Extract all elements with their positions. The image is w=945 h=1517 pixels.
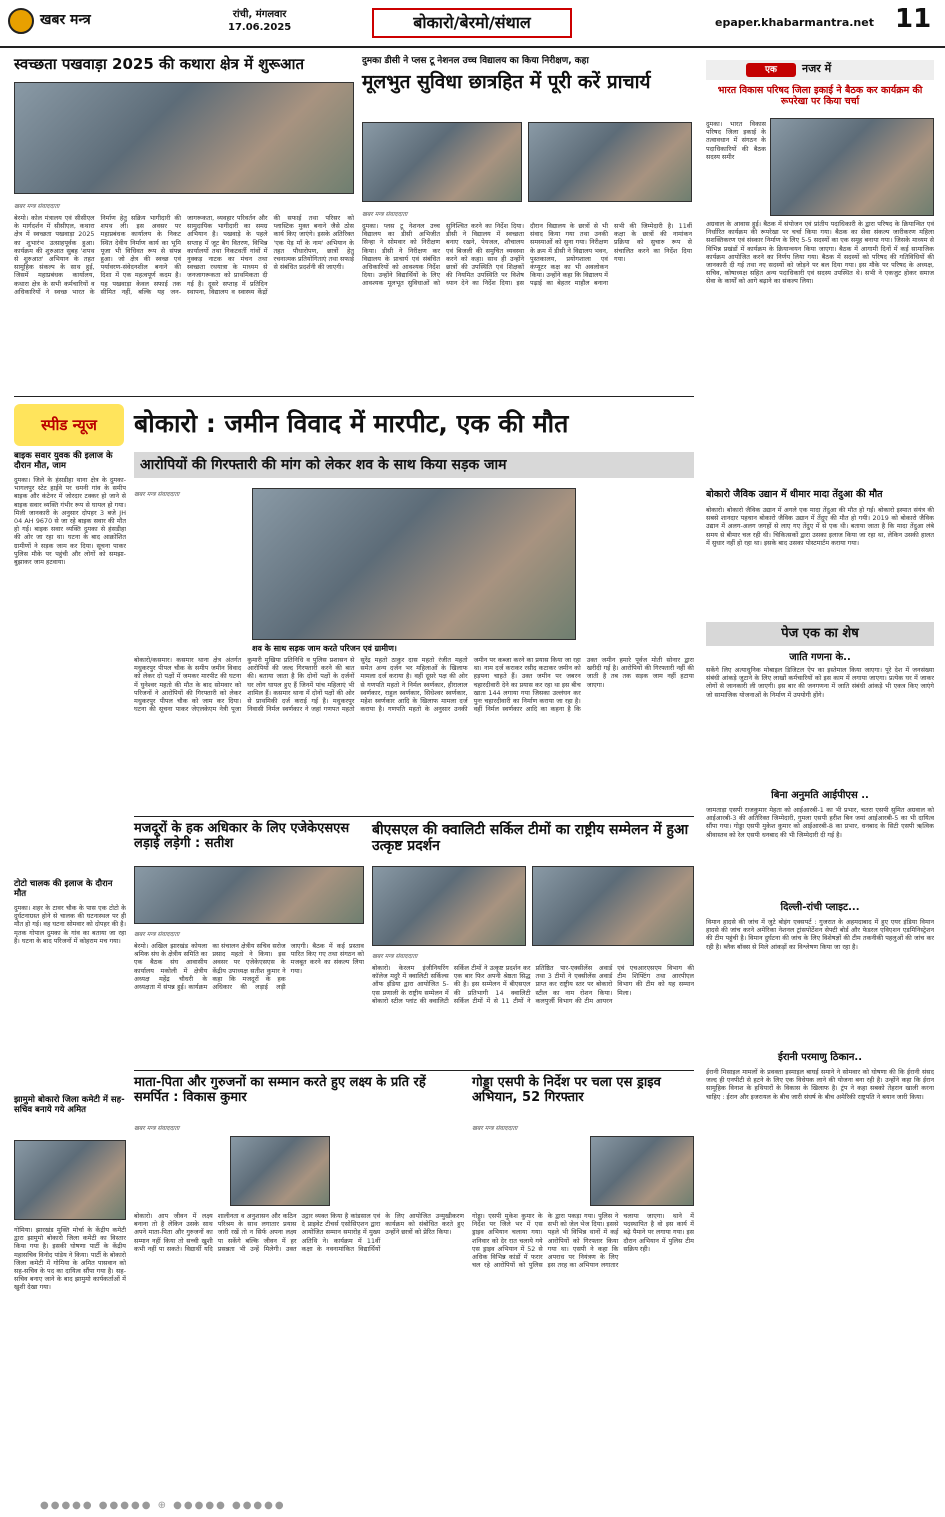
ek-nazar-body: अग्रवाल के आवास हुई। बैठक में संयोजन एवं प्रांतीय पदाधिकारी के द्वारा परिषद के क्रियान्वित एवं निर्धारित कार्यक्रम की रूपरेखा पर चर्चा किया गया। बैठक का सेवा संकल्प जारीकरण महिला सशक्तिकरण एवं संस्कार निर्माण के लिए 5-5 सदस्यों का एक समूह बनाया गया। जिसके माध्यम से विभिन्न प्रखंडों में कार्यक्रम के क्रियान्वयन किया जाएगा। बैठक में आगामी दिनों में कई सामाजिक कार्यक्रम आयोजित करने का निर्णय लिया गया। बैठक में सदस्यों को परिषद की गतिविधियों की जानकारी दी गई तथा नए सदस्यों को जोड़ने पर बल दिया गया। इस मौके पर परिषद के अध्यक्ष, सचिव, कोषाध्यक्ष सहित अन्य पदाधिकारी एवं सदस्य उपस्थित थे। सभी ने एकजुट होकर समाज सेवा के कार्यों को आगे बढ़ाने का संकल्प लिया। [706, 220, 934, 286]
page-one-1-body: सकेंगे लिए अत्याधुनिक मोबाइल डिजिटल ऐप का इस्तेमाल किया जाएगा। पूरे देश में जनसंख्या संबंधी आंकड़े जुटाने के लिए लाखों कर्मचारियों को इस काम में लगाया जाएगा। प्रत्येक घर में जाकर लोगों से जानकारी ली जाएगी। इस बार की जनगणना में जाति संबंधी आंकड़े भी एकत्र किए जाएंगे जो सामाजिक योजनाओं के निर्माण में उपयोगी होंगे। [706, 666, 934, 699]
bsl-photo-2 [532, 866, 694, 946]
dumka-photo-1 [362, 122, 522, 202]
dumka-kicker: दुमका डीसी ने प्लस टू नेशनल उच्च विद्यालय का किया निरीक्षण, कहा [362, 56, 589, 66]
main-photo-caption: शव के साथ सड़क जाम करते परिजन एवं ग्रामीण। [252, 644, 397, 653]
brand-name: खबर मन्त्र [40, 12, 91, 28]
divider [14, 396, 694, 397]
ek-nazar-photo [770, 118, 934, 216]
main-subhead: आरोपियों की गिरफ्तारी की मांग को लेकर शव के साथ किया सड़क जाम [134, 452, 694, 478]
masthead [0, 0, 945, 48]
dumka-body: दुमका। प्लस टू नेशनल उच्च विद्यालय का डीसी अभिजीत सिन्हा ने सोमवार को निरीक्षण किया। डीसी ने निरीक्षण कर विद्यालय के प्राचार्य एवं संबंधित अधिकारियों को आवश्यक निर्देश दिया। उन्होंने विद्यार्थियों के लिए आवश्यक मूलभूत सुविधाओं को सुनिश्चित करने का निर्देश दिया। डीसी ने विद्यालय में स्वच्छता बनाए रखने, पेयजल, शौचालय एवं बिजली की समुचित व्यवस्था करने को कहा। साथ ही उन्होंने छात्रों की उपस्थिति एवं शिक्षकों की नियमित उपस्थिति पर विशेष ध्यान देने का निर्देश दिया। इस दौरान विद्यालय के छात्रों से भी संवाद किया गया तथा उनकी समस्याओं को सुना गया। निरीक्षण के क्रम में डीसी ने विद्यालय भवन, पुस्तकालय, प्रयोगशाला एवं कंप्यूटर कक्ष का भी अवलोकन किया। उन्होंने कहा कि विद्यालय में पढ़ाई का बेहतर माहौल बनाना सभी की जिम्मेदारी है। 11वीं कक्षा के छात्रों की नामांकन प्रक्रिया को सुचारु रूप से संचालित करने का निर्देश दिया गया। [362, 222, 692, 288]
speed-news-label: स्पीड न्यूज [41, 416, 97, 434]
divider [134, 1070, 694, 1071]
majdoor-body: बेरमो। अखिल झारखंड कोयला श्रमिक संघ के क्षेत्रीय समिति का एक बैठक संघ आवासीय कार्यालय मकोली में क्षेत्रीय अध्यक्ष महेंद्र चौधरी के अध्यक्षता में संपन्न हुई। कार्यक्रम का संचालन क्षेत्रीय सचिव सरोज प्रसाद महतो ने किया। इस अवसर पर एजेकेएसएस के केंद्रीय उपाध्यक्ष सतीश कुमार ने कहा कि मजदूरों के हक अधिकार की लड़ाई लड़ी जाएगी। बैठक में कई प्रस्ताव पारित किए गए तथा संगठन को मजबूत करने का संकल्प लिया गया। [134, 942, 364, 992]
page-number: 11 [895, 4, 932, 34]
mata-pita-byline: खबर मन्त्र संवाददाता [134, 1125, 180, 1132]
speed-3-photo [14, 1140, 126, 1220]
page-one-2-body: जामताड़ा एसपी राजकुमार मेहता को आईआरबी-1 का भी प्रभार, चतरा एसपी सुमित अग्रवाल को आईआरबी-3 की अतिरिक्त जिम्मेदारी, गुमला एसपी हरीश बिन जमां आईआरबी-5 का भी दायित्व सौंपा गया। गोड्डा एसपी मुकेश कुमार को आईआरबी-8 का प्रभार, धनबाद के सिटी एसपी ऋत्विक श्रीवास्तव को रेल एसपी धनबाद की भी जिम्मेदारी दी गई है। [706, 806, 934, 839]
main-headline: बोकारो : जमीन विवाद में मारपीट, एक की मौत [134, 409, 569, 438]
majdoor-byline: खबर मन्त्र संवाददाता [134, 931, 180, 938]
main-body: बोकारो/कसमार। कसमार थाना क्षेत्र अंतर्गत मधुकरपुर पीपल चौक के समीप जमीन विवाद को लेकर दो पक्षों में जमकर मारपीट की घटना में घुनेश्वर महतो की मौत के बाद सोमवार को परिजनों ने आरोपियों की गिरफ्तारी को लेकर मधुकरपुर पीपल चौक को जाम कर दिया। घटना की सूचना पाकर जेएलकेएम नेत्री पूजा कुमारी मुखिया प्रतिनिधि व पुलिस प्रशासन से आरोपियों की जल्द गिरफ्तारी करने की बात की। बताया जाता है कि दोनों पक्षों के दर्जनों घर लोग घायल हुए हैं जिनमें पांच महिलाएं भी शामिल हैं। कसमार थाना में दोनों पक्षों की ओर से प्राथमिकी दर्ज कराई गई है। मधुकरपुर निवासी निर्मल स्वर्णकार ने जहां गणपत महतो सुरेंद्र महतो ठाकुर दास महतो रंजीत महतो समेत अन्य दर्जन भर महिलाओं के खिलाफ मामला दर्ज कराया है। वहीं दूसरे पक्ष की ओर से गणपति महतो ने निर्मल स्वर्णकार, हीरालाल स्वर्णकार, राहुल स्वर्णकार, सिधेश्वर स्वर्णकार, महेश स्वर्णकार आदि के खिलाफ मामला दर्ज कराया है। गणपति महतो के अनुसार उनकी जमीन पर कब्जा करने का प्रयास किया जा रहा था। नाम दर्ज कराकर रसीद कटाकर जमीन को हड़पना चाहते हैं। उक्त जमीन पर जबरन चहारदीवारी देने का प्रयास कर रहा था इस बीच खाता 144 लगाया गया जिसका उल्लंघन कर पुनः चहारदीवारी का निर्माण कराया जा रहा है। वहीं निर्मल स्वर्णकार आदि का कहना है कि उक्त जमीन हमारे पूर्वज मोती सोनार द्वारा खरीदी गई है। आरोपियों की गिरफ्तारी नहीं की जाती है तब तक सड़क जाम नहीं हटाया जाएगा। [134, 656, 694, 714]
page-one-1-headline: जाति गणना के.. [789, 652, 851, 663]
dateline [228, 8, 291, 34]
godda-byline: खबर मन्त्र संवाददाता [472, 1125, 518, 1132]
brand-logo [8, 8, 34, 34]
speed-2-body: दुमका। शहर के टावर चौक के पास एक टोटो के दुर्घटनाग्रस्त होने से चालक की घटनास्थल पर ही मौत हो गई। वह घटना सोमवार को दोपहर की है। मृतक गोपाल दुमका के गांव का बताया जा रहा है। घटना के बाद परिजनों में कोहराम मच गया। [14, 904, 126, 945]
speed-news-label-box [14, 404, 124, 446]
page-one-4-headline: ईरानी परमाणु ठिकान.. [777, 1052, 863, 1063]
bsl-headline: बीएसएल की क्वालिटी सर्किल टीमों का राष्ट्रीय सम्मेलन में हुआ उत्कृष्ट प्रदर्शन [372, 822, 689, 855]
ek-nazar-tag: एक [746, 63, 796, 77]
majdoor-photo [134, 866, 364, 924]
speed-1-body: दुमका। जिले के हंसडीहा थाना क्षेत्र के दुमका-भागलपुर स्टेट हाईवे पर धमनी गांव के समीप बाइक और कंटेनर में जोरदार टक्कर हो जाने से बाइक सवार व्यक्ति गंभीर रूप से घायल हो गया। मिली जानकारी के अनुसार दोपहर 3 बजे JH 04 AH 9670 से जा रहे बाइक सवार की मौत हो गई। बाइक सवार व्यक्ति दुमका से हंसडीहा की ओर जा रहा था। घटना के बाद आक्रोशित ग्रामीणों ने सड़क जाम कर दिया। सूचना पाकर पुलिस मौके पर पहुंची और लोगों को समझा-बुझाकर जाम हटवाया। [14, 476, 126, 567]
issue-date: 17.06.2025 [228, 22, 292, 33]
mata-pita-body: बोकारो। आप जीवन में लक्ष्य बनाना तो है लेकिन उसके साथ अपने माता-पिता और गुरुजनों का सम्मान नहीं किया तो सच्ची खुशी कभी नहीं पा सकते। विद्यार्थी यदि शालीनता व अनुशासन और कठिन परिश्रम के साथ लगातार प्रयास जारी रखें तो न सिर्फ अपना लक्ष्य पा सकेंगे बल्कि जीवन में हर प्रसन्नता भी उन्हें मिलेगी। उक्त उद्गार व्यक्त किया है कांडसाल एवं दे प्राइवेट टीचर्स एसोसिएशन द्वारा आयोजित सम्मान समारोह में मुख्य अतिथि ने। कार्यक्रम में 11वीं कक्षा के नवनामांकित विद्यार्थियों के लिए आयोजित उन्मुखीकरण कार्यक्रम को संबोधित करते हुए उन्होंने छात्रों को प्रेरित किया। [134, 1212, 464, 1253]
jharsa-headline: बोकारो जैविक उद्यान में धीमार मादा तेंदुआ की मौत [706, 489, 883, 500]
city-day: रांची, मंगलवार [232, 9, 287, 20]
godda-headline: गोड्डा एसपी के निर्देश पर चला एस ड्राइव अभियान, 52 गिरफ्तार [472, 1075, 661, 1105]
mata-pita-headline: माता-पिता और गुरुजनों का सम्मान करते हुए लक्ष्य के प्रति रहें समर्पित : विकास कुमार [134, 1075, 426, 1105]
page-one-3-headline: दिल्ली-रांची प्लाइट... [780, 902, 860, 913]
ek-nazar-tag2: नजर में [802, 62, 832, 75]
page-one-label: पेज एक का शेष [706, 622, 934, 646]
page-one-4-body: ईरानी मिसाइल मामलों के प्रवक्ता इस्माइल बाघई समाने ने सोमवार को घोषणा की कि ईरानी संसद जल्द ही एनपीटी से हटने के लिए एक विधेयक लाने की योजना बना रही है। उन्होंने कहा कि ईरान सामूहिक विनाश के हथियारों के विकास के खिलाफ है। ट्रंप ने कहा सबको तेहरान खाली करना चाहिए : ईरान और इजरायल के बीच जारी संघर्ष के बीच अमेरिकी राष्ट्रपति ने बयान जारी किया। [706, 1068, 934, 1101]
speed-3-body: गोमिया। झारखंड मुक्ति मोर्चा के केंद्रीय कमेटी द्वारा झामुमो बोकारो जिला कमेटी का विस्तार किया गया है। इसकी घोषणा पार्टी के केंद्रीय महासचिव विनोद पांडेय ने किया। पार्टी के बोकारो जिला कमेटी में गोमिया के अमित पासवान को सह-सचिव के पद का दायित्व सौंपा गया है। सह-सचिव बनाए जाने के बाद झामुमो कार्यकर्ताओं में खुशी देखा गया। [14, 1226, 126, 1292]
main-byline: खबर मन्त्र संवाददाता [134, 491, 180, 498]
jharsa-body: बोकारो। बोकारो जैविक उद्यान में अगले एक मादा तेंदुआ की मौत हो गई। बोकारो इस्पात संयंत्र की सबसे शानदार पहचान बोकारो जैविक उद्यान में तेंदुए की मौत हो गयी। 2019 को बोकारो जैविक उद्यान में अलग-अलग जगहों से लाए गए तेंदुए में से एक थी। बताया जाता है कि मादा तेंदुआ लंबे समय से बीमार चल रही थी। चिकित्सकों द्वारा उसका इलाज किया जा रहा था, लेकिन उसकी हालत में सुधार नहीं हो रहा था। इसके बाद उसका पोस्टमार्टम कराया गया। [706, 506, 934, 547]
bsl-photo-1 [372, 866, 526, 946]
speed-1-headline: बाइक सवार युवक की इलाज के दौरान मौत, जाम [14, 451, 113, 471]
swachhta-byline: खबर मन्त्र संवाददाता [14, 203, 60, 210]
dumka-headline: मूलभुत सुविधा छात्रहित में पूरी करें प्राचार्य [362, 71, 651, 93]
ek-nazar-bar [706, 60, 934, 80]
bsl-body: बोकारो। केरलम इंजीनियरिंग कॉलेज मदुरै में क्वालिटी सर्किल्स ऑफ इंडिया द्वारा आयोजित 5-एस प्रणाली के राष्ट्रीय सम्मेलन में बोकारो स्टील प्लांट की क्वालिटी सर्किल टीमों ने उत्कृष्ट प्रदर्शन कर एक बार फिर अपनी श्रेष्ठता सिद्ध की है। इस सम्मेलन में बीएसएल की प्रतिभागी 14 क्वालिटी सर्किल टीमों में से 11 टीमों ने प्रतिष्ठित पार-एक्सीलेंस अवार्ड तथा 3 टीमों ने एक्सीलेंस अवार्ड प्राप्त कर राष्ट्रीय स्तर पर बोकारो स्टील का नाम रोशन किया। कलपुर्जी विभाग की टीम आयरन एवं एचआरएसएम विभाग की टीम शिफ्टिंग तथा आरपीएल विभाग की टीम को यह सम्मान मिला। [372, 964, 694, 1005]
ek-nazar-headline: भारत विकास परिषद जिला इकाई ने बैठक कर कार्यक्रम की रूपरेखा पर किया चर्चा [717, 85, 923, 107]
swachhta-body: बेरमो। कोल मंत्रालय एवं सीसीएल के मार्गदर्शन में सीसीएल, कथारा क्षेत्र में स्वच्छता पखवाड़ा 2025 का शुभारंभ उत्साहपूर्वक हुआ। कार्यक्रम की शुरुआत सुबह 'शपथ से शुरुआत' अभियान के तहत सामूहिक संकल्प के साथ हुई, जिसमें महाप्रबंधक कार्यालय, कथारा क्षेत्र के सभी कर्मचारियों व अधिकारियों ने स्वच्छ भारत के निर्माण हेतु सक्रिय भागीदारी की शपथ ली। इस अवसर पर महाप्रबंधक कार्यालय के निकट स्थित देवीय निर्माण कार्य का भूमि पूजा भी विधिवत रूप से संपन्न हुआ। जो क्षेत्र की स्वच्छ एवं पर्यावरण-संवेदनशील बनाने की दिशा में एक महत्वपूर्ण कदम है। यह पखवाड़ा केवल सफाई तक सीमित नहीं, बल्कि यह जन-जागरूकता, व्यवहार परिवर्तन और सामुदायिक भागीदारी का समग्र अभियान है। पखवाड़े के पहले सप्ताह में जूट बैग वितरण, विभिन्न कार्यालयों तथा निकटवर्ती गांवों में नुक्कड़ नाटक का मंचन तथा स्वच्छता रथयात्रा के माध्यम से जनजागरूकता को प्राथमिकता दी गई है। दूसरे सप्ताह में प्रतिदिन स्थापना, विद्यालय व स्वास्थ्य केंद्रों की सफाई तथा परिसर को प्लास्टिक मुक्त बनाने जैसे ठोस कार्य किए जाएंगे। इसके अतिरिक्त 'एक पेड़ माँ के नाम' अभियान के तहत पौधारोपण, छात्रों हेतु रचनात्मक प्रतियोगिताएं तथा सफाई से संबंधित प्रदर्शनी की जाएगी। [14, 214, 354, 296]
mata-pita-photo [230, 1136, 330, 1206]
epaper-link[interactable]: epaper.khabarmantra.net [715, 16, 874, 29]
section-title: बोकारो/बेरमो/संथाल [372, 8, 572, 38]
speed-2-headline: टोटो चालक की इलाज के दौरान मौत [14, 879, 113, 899]
main-photo [252, 488, 576, 640]
speed-3-headline: झामुमो बोकारो जिला कमेटी में सह-सचिव बनाये गये अमित [14, 1095, 125, 1115]
godda-body: गोड्डा। एसपी मुकेश कुमार के निर्देश पर जिले भर में एस ड्राइव अभियान चलाया गया। शनिवार को देर रात चलाये गये एस ड्राइव अभियान में 52 से अधिक विभिन्न कांडों में फरार चल रहे आरोपियों को पुलिस के द्वारा पकड़ा गया। पुलिस ने सभी को जेल भेज दिया। इससे पहले भी विभिन्न थानों में कई आरोपियों को गिरफ्तार किया गया था। एसपी ने कहा कि अपराध पर नियंत्रण के लिए इस तरह का अभियान लगातार चलाया जाएगा। थाने में पदस्थापित है वो इस कार्य में बढ़े पैमाने पर लगाया गया। इस दौरान अभियान में पुलिस टीम सक्रिय रही। [472, 1212, 694, 1270]
ek-nazar-caption: दुमका। भारत विकास परिषद जिला इकाई के तत्वावधान में संगठन के पदाधिकारियों की बैठक सदस्य समीर [706, 120, 766, 161]
majdoor-headline: मजदूरों के हक अधिकार के लिए एजेकेएसएस लड़ाई लड़ेगी : सतीश [134, 821, 350, 851]
page-one-2-headline: बिना अनुमति आईपीएस .. [771, 790, 869, 801]
page-one-3-body: विमान हादसे की जांच में जुटे बोइंग एक्सपर्ट : गुजरात के अहमदाबाद में हुए एयर इंडिया विमान हादसे की जांच करने अमेरिका नेशनल ट्रांसपोर्टेशन सेफ्टी बोर्ड और फेडरल एविएशन एडमिनिस्ट्रेशन की टीम पहुंची है। विमान दुर्घटना की जांच के लिए विशेषज्ञों की टीम तकनीकी पहलुओं की जांच कर रही है। ब्लैक बॉक्स से मिले आंकड़ों का विश्लेषण किया जा रहा है। [706, 918, 934, 951]
godda-photo [590, 1136, 694, 1206]
divider [134, 816, 694, 817]
bsl-byline: खबर मन्त्र संवाददाता [372, 953, 418, 960]
dumka-photo-2 [528, 122, 692, 202]
dumka-byline: खबर मन्त्र संवाददाता [362, 211, 408, 218]
swachhta-photo [14, 82, 354, 194]
registration-marks: ●●●●● ●●●●● ⊕ ●●●●● ●●●●● [40, 1500, 286, 1511]
swachhta-headline: स्वच्छता पखवाड़ा 2025 की कथारा क्षेत्र में शुरूआत [14, 55, 305, 73]
